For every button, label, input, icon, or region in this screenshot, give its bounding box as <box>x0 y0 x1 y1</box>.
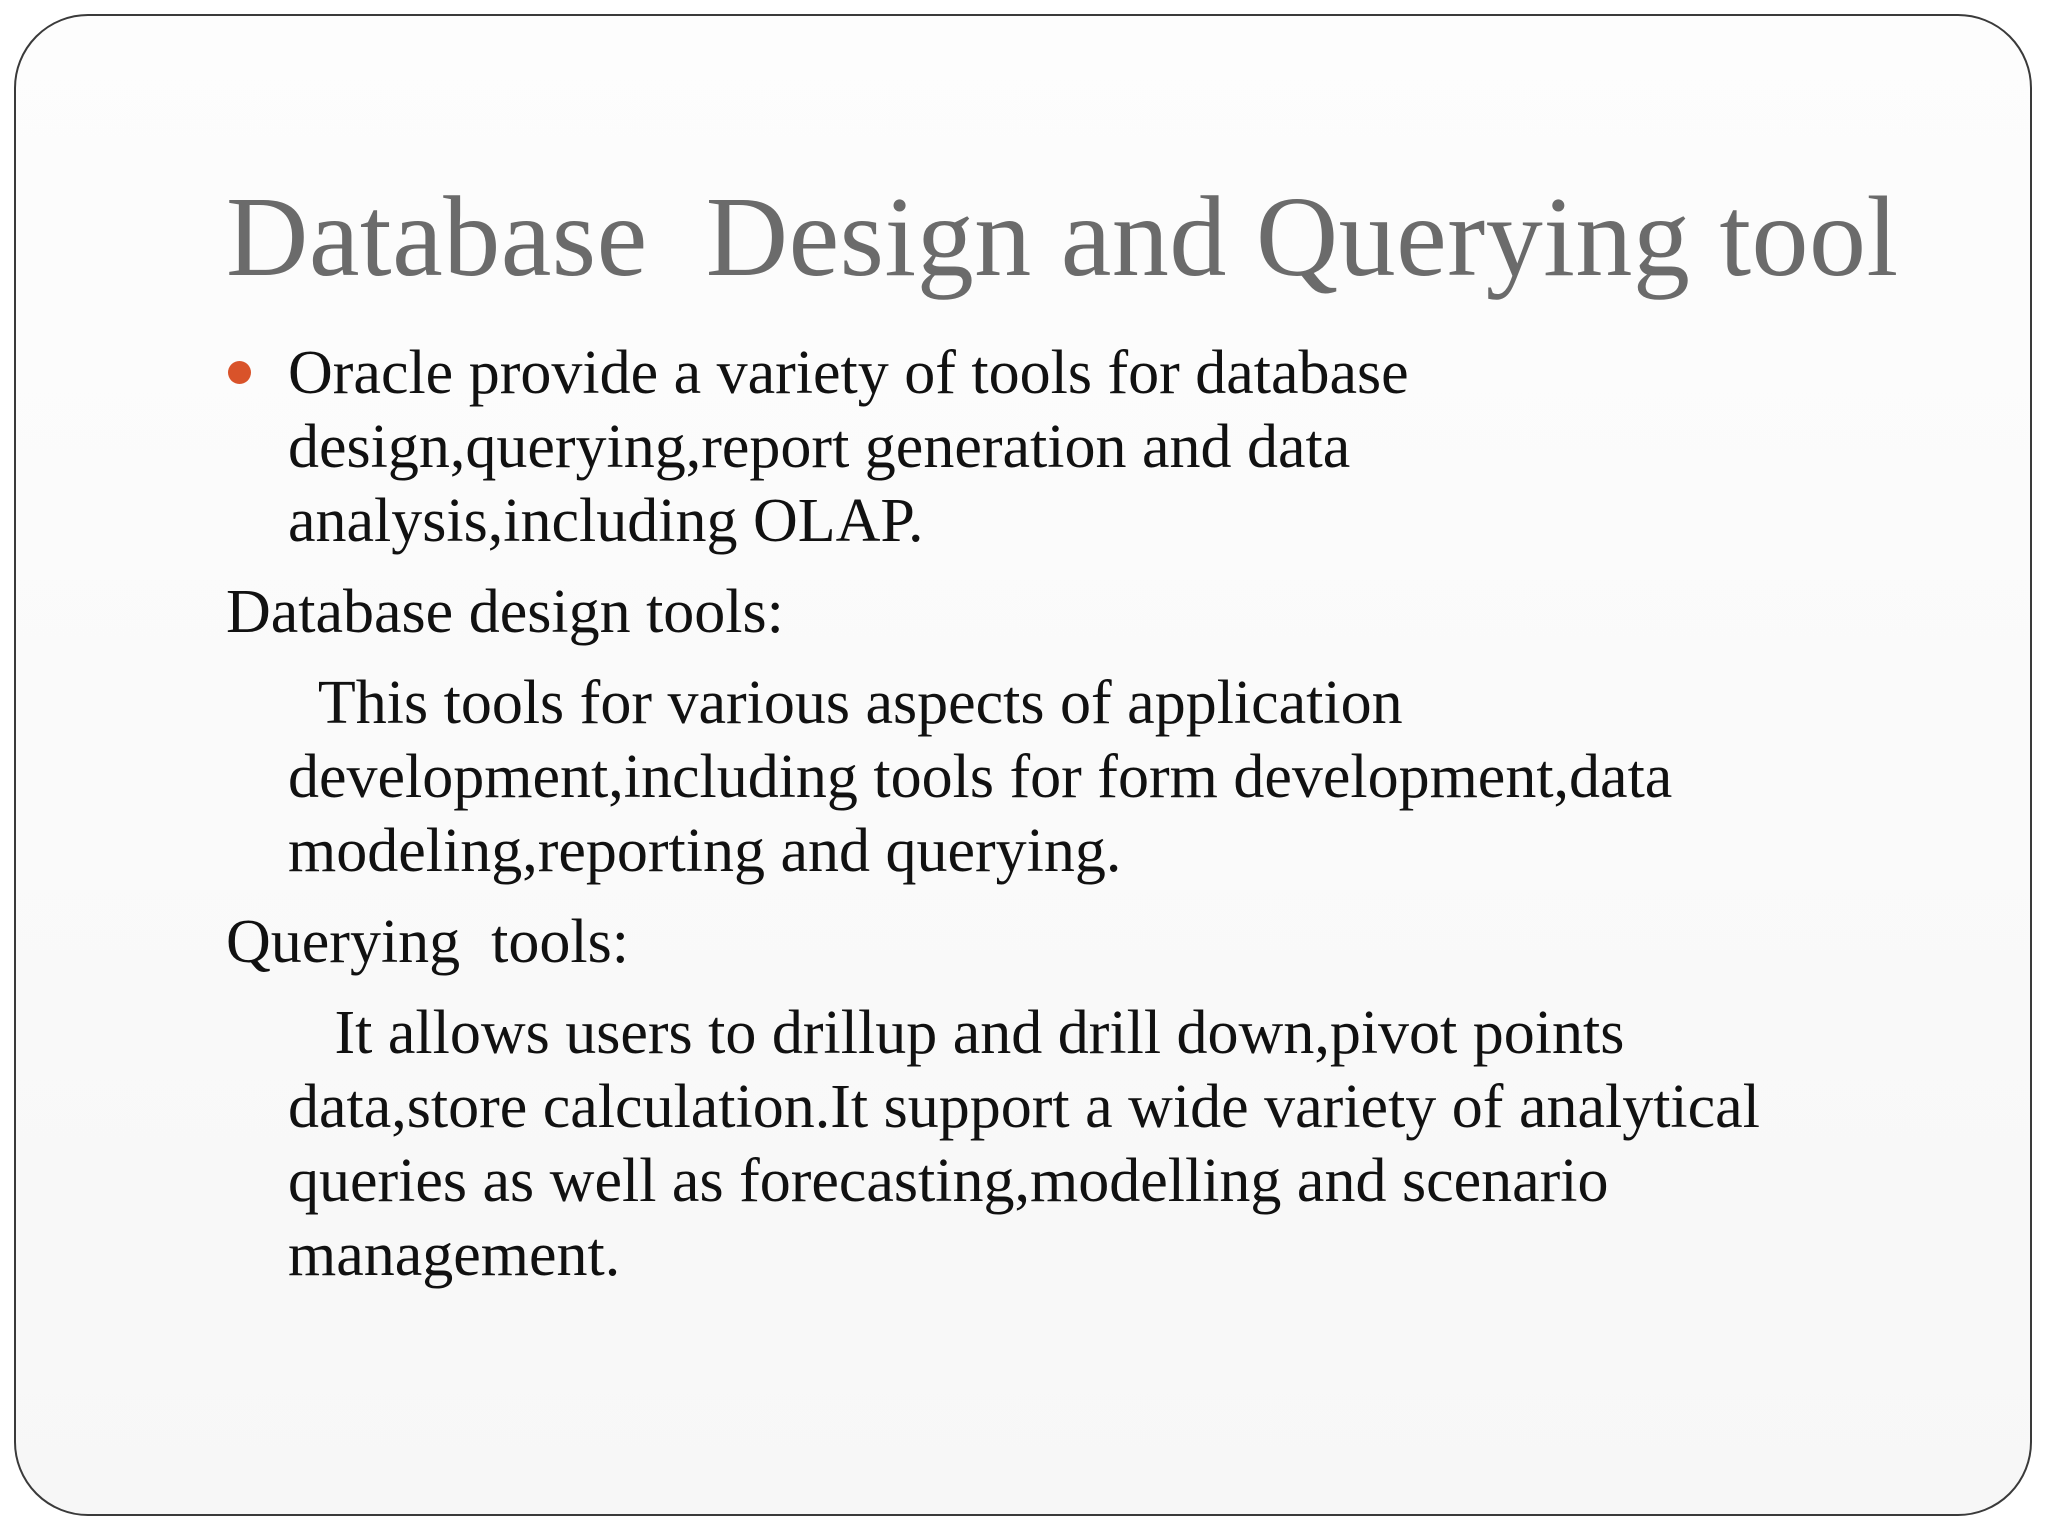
slide-title: Database Design and Querying tool <box>226 173 1899 300</box>
querying-tools-line-4: management. <box>288 1221 621 1289</box>
bullet-line-2: design,querying,report generation and data <box>288 413 1351 481</box>
bullet-line-3: analysis,including OLAP. <box>288 487 924 555</box>
design-tools-line-2: development,including tools for form development,data <box>288 743 1673 811</box>
querying-tools-heading: Querying tools: <box>226 908 629 976</box>
design-tools-line-3: modeling,reporting and querying. <box>288 817 1122 885</box>
querying-tools-line-3: queries as well as forecasting,modelling and scenario <box>288 1147 1609 1215</box>
querying-tools-line-1: It allows users to drillup and drill down,pivot points <box>288 999 1625 1067</box>
bullet-line-1: Oracle provide a variety of tools for database <box>288 339 1409 407</box>
design-tools-line-1: This tools for various aspects of application <box>288 669 1403 737</box>
design-tools-heading: Database design tools: <box>226 578 784 646</box>
querying-tools-line-2: data,store calculation.It support a wide variety of analytical <box>288 1073 1760 1141</box>
bullet-dot-icon <box>228 361 251 384</box>
